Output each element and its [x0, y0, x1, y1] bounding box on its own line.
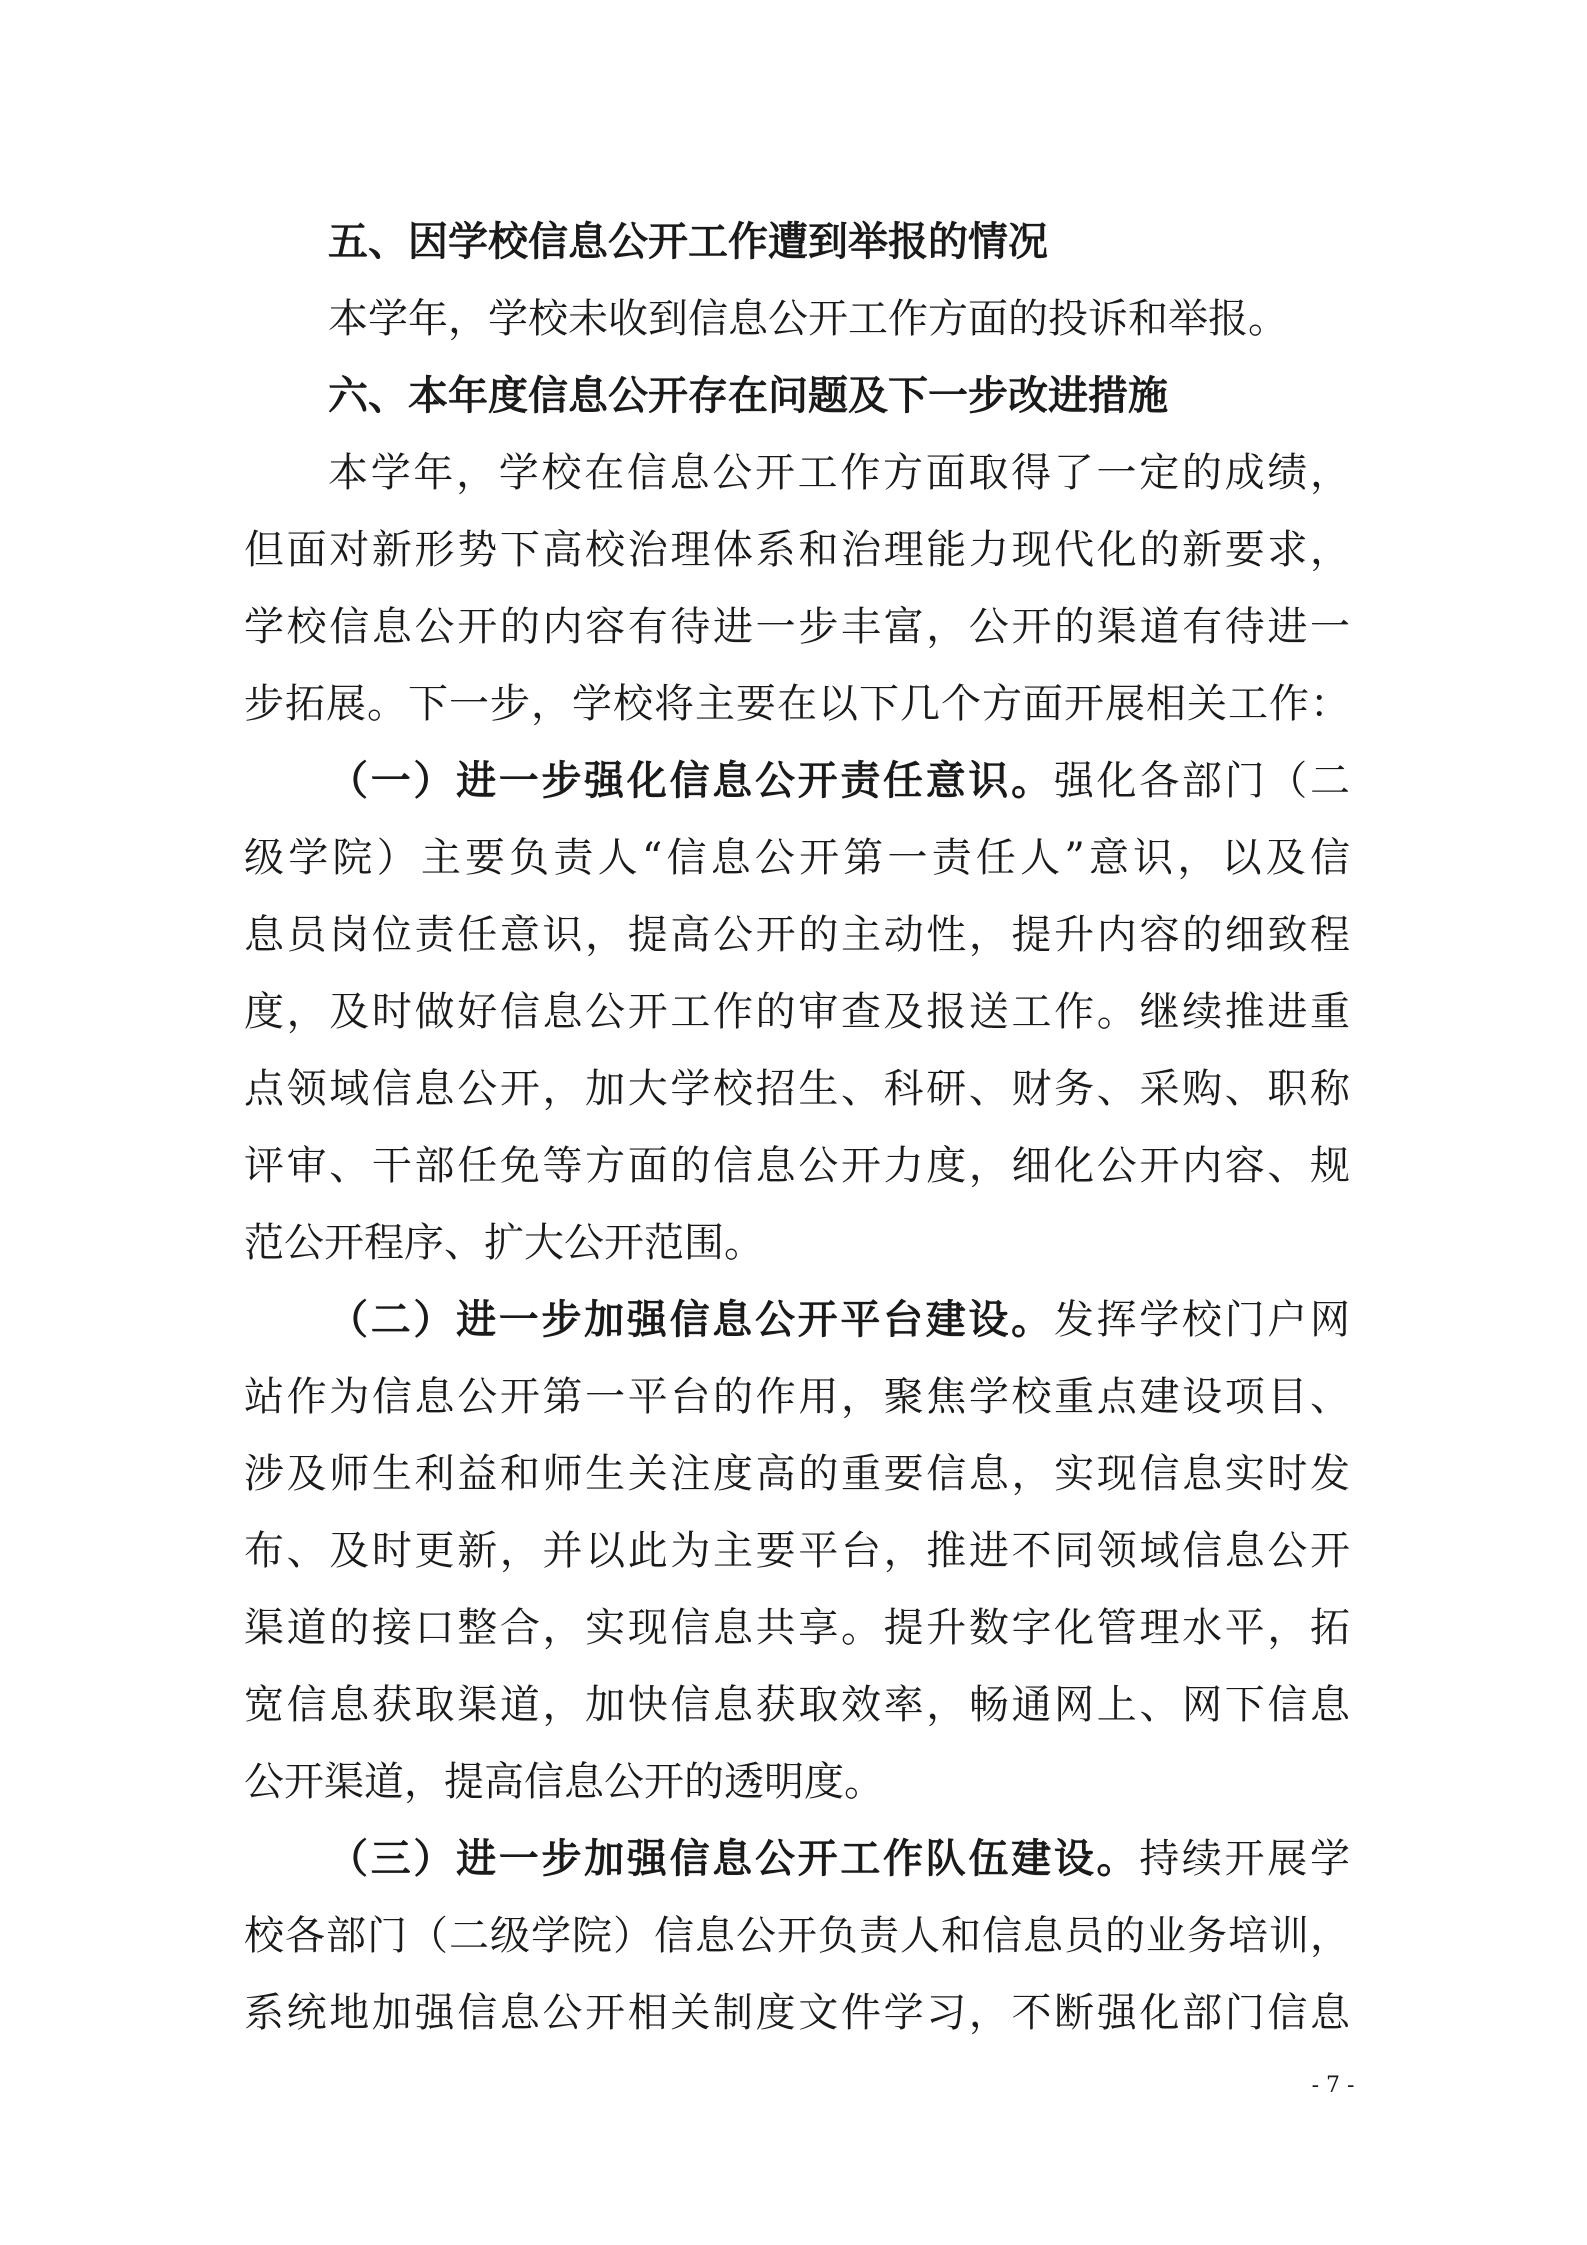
item2-line-1-text: 发挥学校门户网 [1053, 1297, 1351, 1343]
item1-line-1 [244, 743, 1350, 820]
intro-line-3: 学校信息公开的内容有待进一步丰富，公开的渠道有待进一 [244, 604, 1350, 650]
item1-title: （一）进一步强化信息公开责任意识。 [328, 758, 1054, 804]
item1-line-3: 息员岗位责任意识，提高公开的主动性，提升内容的细致程 [244, 912, 1350, 958]
section-heading-5: 五、因学校信息公开工作遭到举报的情况 [328, 219, 1048, 265]
section-heading-6: 六、本年度信息公开存在问题及下一步改进措施 [328, 373, 1168, 419]
item1-line-2: 级学院）主要负责人“信息公开第一责任人”意识，以及信 [244, 835, 1350, 881]
item3-line-1 [244, 1821, 1350, 1898]
item1-line-4: 度，及时做好信息公开工作的审查及报送工作。继续推进重 [244, 989, 1350, 1035]
item2-line-3: 涉及师生利益和师生关注度高的重要信息，实现信息实时发 [244, 1451, 1350, 1497]
paragraph-report: 本学年，学校未收到信息公开工作方面的投诉和举报。 [328, 296, 1288, 342]
item3-line-1-text: 持续开展学 [1139, 1836, 1351, 1882]
item2-line-4: 布、及时更新，并以此为主要平台，推进不同领域信息公开 [244, 1528, 1350, 1574]
intro-line-2: 但面对新形势下高校治理体系和治理能力现代化的新要求， [244, 527, 1350, 573]
item1-line-5: 点领域信息公开，加大学校招生、科研、财务、采购、职称 [244, 1066, 1350, 1112]
item3-line-2: 校各部门（二级学院）信息公开负责人和信息员的业务培训， [244, 1913, 1350, 1959]
item2-line-1 [244, 1282, 1350, 1359]
item2-line-2: 站作为信息公开第一平台的作用，聚焦学校重点建设项目、 [244, 1374, 1350, 1420]
intro-line-1: 本学年，学校在信息公开工作方面取得了一定的成绩， [328, 450, 1350, 496]
item2-line-7: 公开渠道，提高信息公开的透明度。 [244, 1759, 884, 1805]
item1-line-7: 范公开程序、扩大公开范围。 [244, 1220, 764, 1266]
item3-line-3: 系统地加强信息公开相关制度文件学习，不断强化部门信息 [244, 1990, 1350, 2036]
item1-line-1-text: 强化各部门（二 [1053, 758, 1351, 804]
item1-line-6: 评审、干部任免等方面的信息公开力度，细化公开内容、规 [244, 1143, 1350, 1189]
intro-line-4: 步拓展。下一步，学校将主要在以下几个方面开展相关工作： [244, 681, 1350, 727]
item2-line-6: 宽信息获取渠道，加快信息获取效率，畅通网上、网下信息 [244, 1682, 1350, 1728]
page-number: - 7 - [1311, 2073, 1355, 2098]
item3-title: （三）进一步加强信息公开工作队伍建设。 [328, 1836, 1140, 1882]
document-body [244, 204, 1350, 2052]
item2-line-5: 渠道的接口整合，实现信息共享。提升数字化管理水平，拓 [244, 1605, 1350, 1651]
item2-title: （二）进一步加强信息公开平台建设。 [328, 1297, 1054, 1343]
